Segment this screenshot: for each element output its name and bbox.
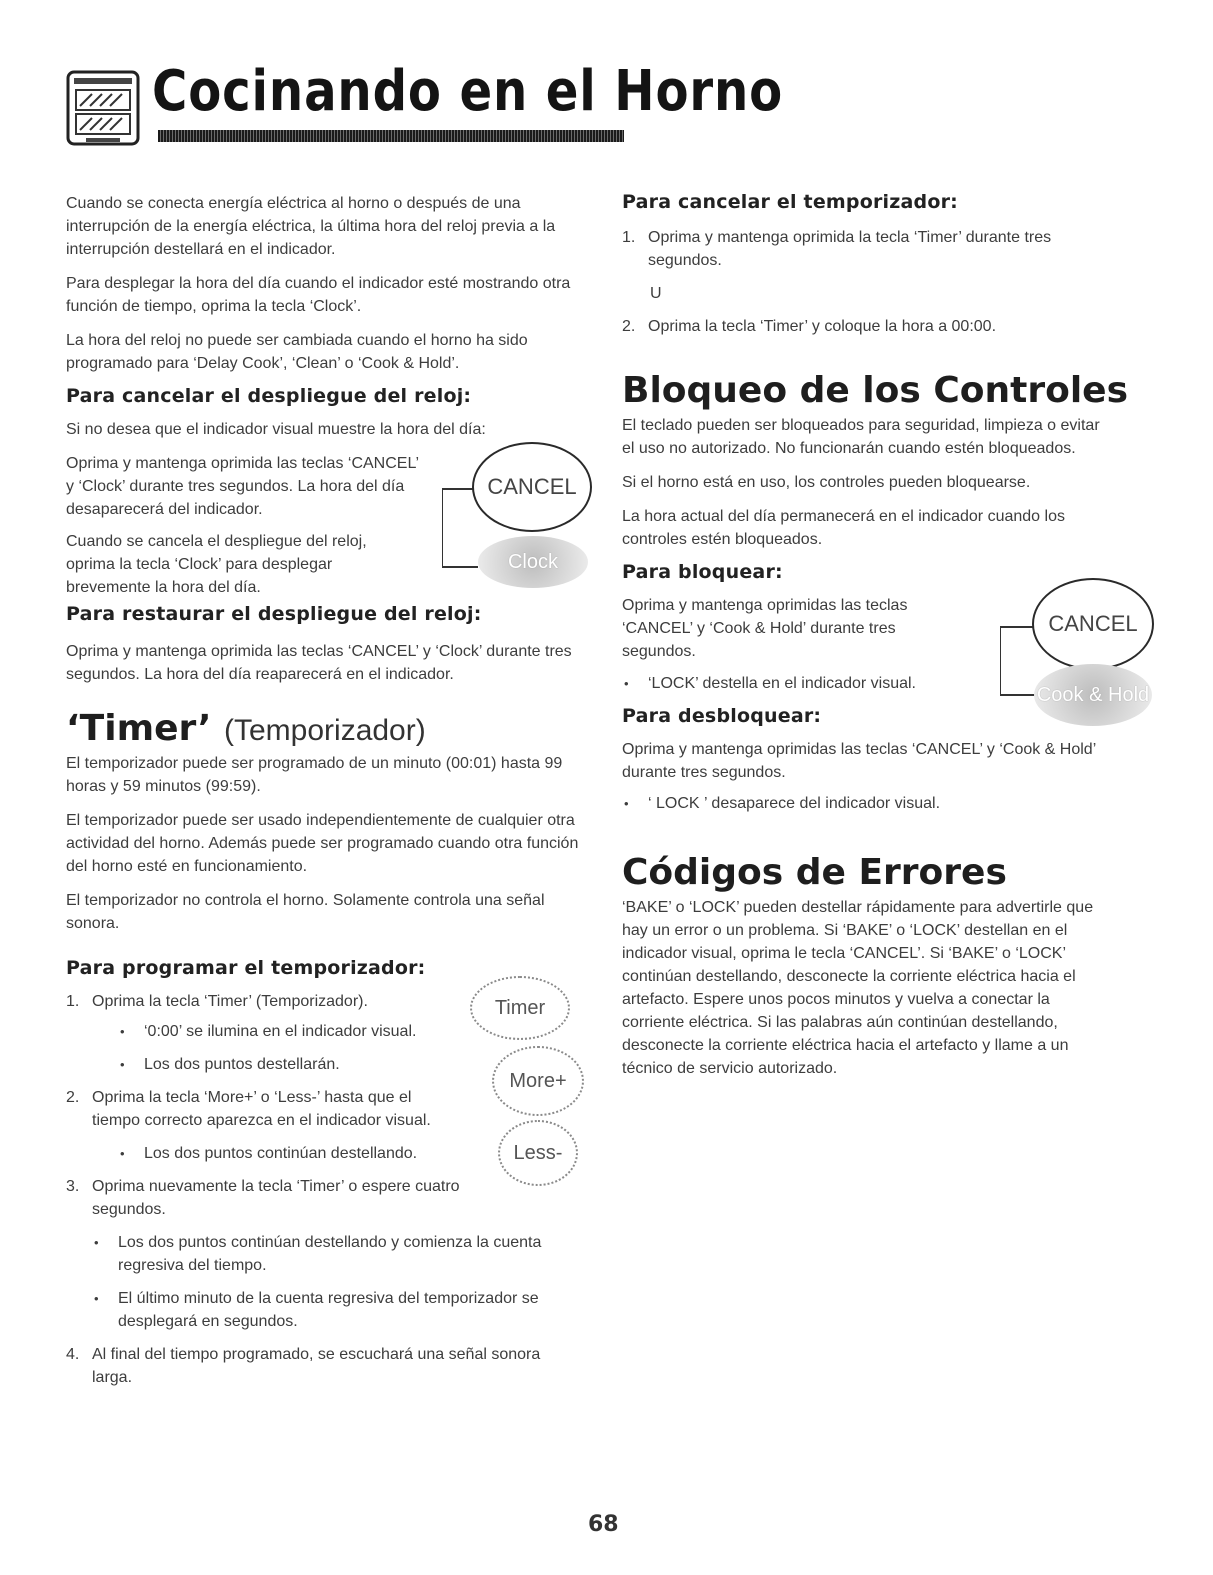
- less-key-icon: Less-: [498, 1120, 578, 1186]
- intro-paragraph-3: La hora del reloj no puede ser cambiada cuando el horno ha sido programado para ‘Delay Cook’, ‘Clean’ o ‘Cook & Hold’.: [66, 332, 528, 372]
- step-2-bullet-1: • Los dos puntos continúan destellando.: [92, 1142, 452, 1165]
- unlock-bullets: [596, 792, 1076, 815]
- oven-icon: [66, 70, 140, 150]
- step-2: 2. Oprima la tecla ‘More+’ o ‘Less-’ hasta que el tiempo correcto aparezca en el indicador visual. • Los dos puntos continúan destellando.: [66, 1086, 452, 1165]
- lock-paragraph-1: El teclado pueden ser bloqueados para seguridad, limpieza o evitar el uso no autorizado. No funcionarán cuando estén bloqueados.: [622, 417, 1100, 457]
- lock-paragraph-3: La hora actual del día permanecerá en el indicador cuando los controles estén bloqueados.: [622, 508, 1065, 548]
- lock-paragraph-2: Si el horno está en uso, los controles pueden bloquearse.: [622, 474, 1031, 491]
- lock-subheading: Para bloquear:: [622, 561, 783, 583]
- key-bracket-tick: [1000, 694, 1038, 696]
- cancel-timer-step-2: 2. Oprima la tecla ‘Timer’ y coloque la hora a 00:00.: [622, 318, 997, 335]
- program-timer-steps: [66, 990, 586, 1389]
- timer-key-icon: Timer: [470, 976, 570, 1040]
- step-2-text: Oprima la tecla ‘More+’ o ‘Less-’ hasta que el tiempo correcto aparezca en el indicador visual.: [92, 1089, 431, 1129]
- timer-heading-light: (Temporizador): [224, 714, 426, 747]
- step-3: 3. Oprima nuevamente la tecla ‘Timer’ o espere cuatro segundos.: [66, 1178, 460, 1218]
- lock-section: [622, 414, 1110, 551]
- intro-section: [66, 192, 586, 375]
- cancel-clock-paragraph-1: Si no desea que el indicador visual muestre la hora del día:: [66, 421, 486, 438]
- title-rule: [158, 130, 624, 142]
- lock-bullet-1: • ‘LOCK’ destella en el indicador visual.: [596, 672, 996, 695]
- cancel-clock-heading: Para cancelar el despliegue del reloj:: [66, 385, 472, 407]
- timer-section: [66, 752, 596, 935]
- more-key-icon: More+: [492, 1046, 584, 1116]
- unlock-subheading: Para desbloquear:: [622, 705, 822, 727]
- key-bracket: [1000, 626, 1001, 694]
- step-3-bullet-2: • El último minuto de la cuenta regresiva del temporizador se desplegará en segundos.: [66, 1287, 566, 1333]
- unlock-instructions: Oprima y mantenga oprimidas las teclas ‘CANCEL’ y ‘Cook & Hold’ durante tres segundos.: [622, 741, 1096, 781]
- step-4-text: Al final del tiempo programado, se escuchará una señal sonora larga.: [92, 1346, 541, 1386]
- timer-paragraph-3: El temporizador no controla el horno. Solamente controla una señal sonora.: [66, 892, 545, 932]
- intro-paragraph-1: Cuando se conecta energía eléctrica al horno o después de una interrupción de la energía eléctrica, la última hora del reloj previa a la interrupción destellará en el indicador.: [66, 195, 556, 258]
- cancel-timer-step-1: 1. Oprima y mantenga oprimida la tecla ‘Timer’ durante tres segundos.: [622, 229, 1052, 269]
- restore-clock-heading: Para restaurar el despliegue del reloj:: [66, 603, 482, 625]
- cancel-timer-steps: [622, 226, 1092, 338]
- clock-key-icon: Clock: [478, 536, 588, 588]
- intro-paragraph-2: Para desplegar la hora del día cuando el indicador esté mostrando otra función de tiempo, oprima la tecla ‘Clock’.: [66, 275, 571, 315]
- errors-heading: Códigos de Errores: [622, 852, 1007, 893]
- cancel-timer-or: U: [650, 285, 662, 302]
- timer-paragraph-2: El temporizador puede ser usado independientemente de cualquier otra actividad del horno. Además puede ser programado cuando otra función del horno esté en funcionamiento.: [66, 812, 579, 875]
- step-1: 1. Oprima la tecla ‘Timer’ (Temporizador). • ‘0:00’ se ilumina en el indicador visual. • Los dos puntos destellarán.: [66, 990, 586, 1076]
- cancel-clock-paragraph-3: Cuando se cancela el despliegue del reloj, oprima la tecla ‘Clock’ para desplegar brevemente la hora del día.: [66, 533, 367, 596]
- step-4: 4. Al final del tiempo programado, se escuchará una señal sonora larga.: [66, 1346, 541, 1386]
- step-1-bullet-2: • Los dos puntos destellarán.: [92, 1053, 586, 1076]
- errors-paragraph: ‘BAKE’ o ‘LOCK’ pueden destellar rápidamente para advertirle que hay un error o un problema. Si ‘BAKE’ o ‘LOCK’ destellan en el indicador visual, oprima le tecla ‘CANCEL’. Si ‘BAKE’ o ‘LOCK’ continúan destellando, desconecte la corriente eléctrica hacia el artefacto. Espere unos pocos minutos y vuelva a conectar la corriente eléctrica. Si las palabras aún continúan destellando, desconecte la corriente eléctrica hacia el artefacto y llame a un técnico de servicio autorizado.: [622, 899, 1094, 1077]
- cancel-key-icon: CANCEL: [472, 442, 592, 532]
- step-3-text: Oprima nuevamente la tecla ‘Timer’ o espere cuatro segundos.: [92, 1178, 460, 1218]
- page-number: 68: [588, 1512, 619, 1537]
- cook-hold-key-icon: Cook & Hold: [1034, 664, 1152, 726]
- lock-heading: Bloqueo de los Controles: [622, 370, 1129, 411]
- lock-bullets: [596, 672, 996, 695]
- step-1-text: Oprima la tecla ‘Timer’ (Temporizador).: [92, 993, 368, 1010]
- unlock-bullet-1: • ‘ LOCK ’ desaparece del indicador visual.: [596, 792, 1076, 815]
- timer-heading-bold: ‘Timer’: [66, 708, 212, 749]
- cancel-clock-paragraph-2: Oprima y mantenga oprimida las teclas ‘CANCEL’ y ‘Clock’ durante tres segundos. La hora del día desaparecerá del indicador.: [66, 455, 419, 518]
- cancel-timer-heading: Para cancelar el temporizador:: [622, 191, 958, 213]
- timer-paragraph-1: El temporizador puede ser programado de un minuto (00:01) hasta 99 horas y 59 minutos (99:59).: [66, 755, 563, 795]
- step-3-bullet-1: • Los dos puntos continúan destellando y comienza la cuenta regresiva del tiempo.: [66, 1231, 566, 1277]
- key-bracket-tick: [442, 566, 478, 568]
- cancel-key-icon: CANCEL: [1032, 578, 1154, 670]
- step-1-bullet-1: • ‘0:00’ se ilumina en el indicador visual.: [92, 1020, 586, 1043]
- restore-clock-paragraph: Oprima y mantenga oprimida las teclas ‘CANCEL’ y ‘Clock’ durante tres segundos. La hora del día reaparecerá en el indicador.: [66, 643, 572, 683]
- program-timer-heading: Para programar el temporizador:: [66, 957, 426, 979]
- key-bracket: [442, 488, 443, 566]
- lock-instructions: Oprima y mantenga oprimidas las teclas ‘CANCEL’ y ‘Cook & Hold’ durante tres segundos.: [622, 597, 908, 660]
- timer-heading: [66, 708, 426, 752]
- page-title: Cocinando en el Horno: [152, 59, 784, 124]
